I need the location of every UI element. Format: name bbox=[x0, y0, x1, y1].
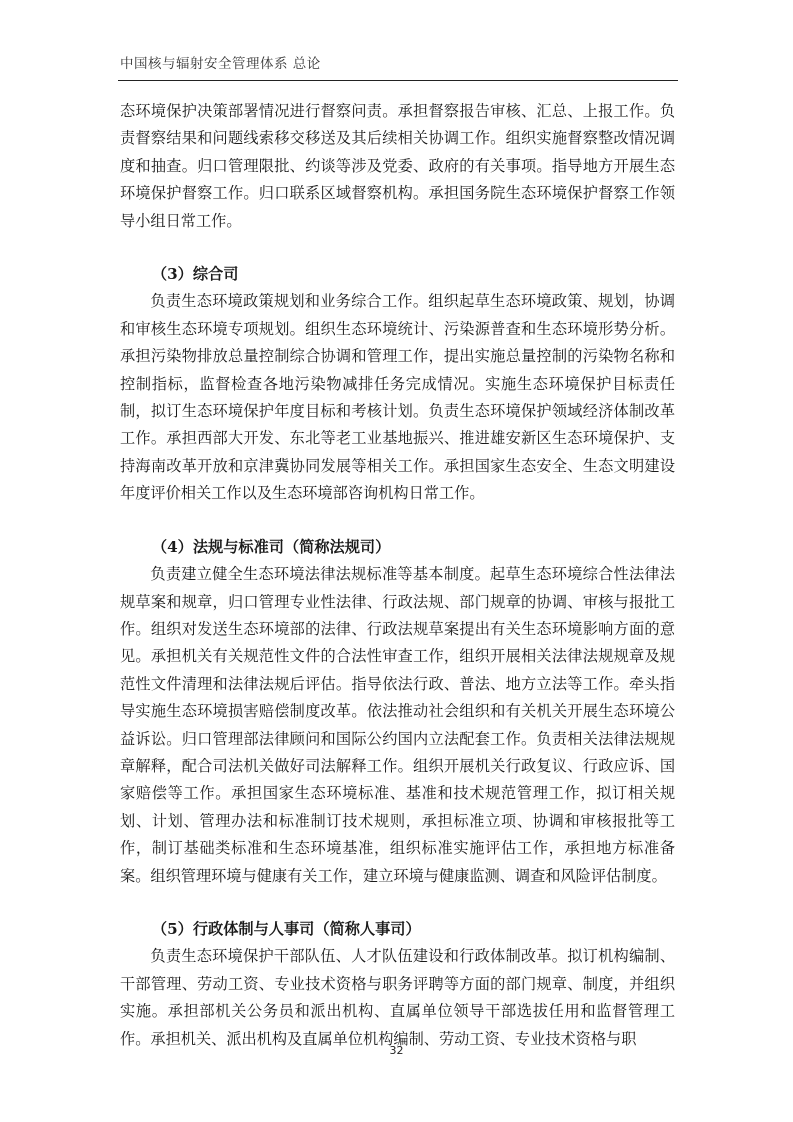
paragraph-regulations: 负责建立健全生态环境法律法规标准等基本制度。起草生态环境综合性法律法规草案和规章，归口管理专业性法律、行政法规、部门规章的协调、审核与报批工作。组织对发送生态环境部的法律、行政法规草案提出有关生态环境影响方面的意见。承担机关有关规范性文件的合法性审查工作，组织开展相关法律法规规章及规范性文件清理和法律法规后评估。指导依法行政、普法、地方立法等工作。牵头指导实施生态环境损害赔偿制度改革。依法推动社会组织和有关机关开展生态环境公益诉讼。归口管理部法律顾问和国际公约国内立法配套工作。负责相关法律法规规章解释，配合司法机关做好司法解释工作。组织开展机关行政复议、行政应诉、国家赔偿等工作。承担国家生态环境标准、基准和技术规范管理工作，拟订相关规划、计划、管理办法和标准制订技术规则，承担标准立项、协调和审核报批等工作，制订基础类标准和生态环境基准，组织标准实施评估工作，承担地方标准备案。组织管理环境与健康有关工作，建立环境与健康监测、调查和风险评估制度。 bbox=[120, 565, 675, 885]
paragraph-personnel: 负责生态环境保护干部队伍、人才队伍建设和行政体制改革。拟订机构编制、干部管理、劳动工资、专业技术资格与职务评聘等方面的部门规章、制度，并组织实施。承担部机关公务员和派出机构、直属单位领导干部选拔任用和监督管理工作。承担机关、派出机构及直属单位机构编制、劳动工资、专业技术资格与职 bbox=[120, 947, 675, 1048]
section-heading-personnel: （5）行政体制与人事司（简称人事司） bbox=[151, 919, 421, 938]
document-body bbox=[120, 98, 675, 1053]
section-heading-general-affairs: （3）综合司 bbox=[151, 265, 239, 284]
header-rule bbox=[118, 80, 678, 81]
section-heading-regulations: （4）法规与标准司（简称法规司） bbox=[151, 537, 391, 556]
running-header: 中国核与辐射安全管理体系 总论 bbox=[120, 56, 321, 72]
paragraph-general-affairs: 负责生态环境政策规划和业务综合工作。组织起草生态环境政策、规划，协调和审核生态环境专项规划。组织生态环境统计、污染源普查和生态环境形势分析。承担污染物排放总量控制综合协调和管理工作，提出实施总量控制的污染物名称和控制指标，监督检查各地污染物减排任务完成情况。实施生态环境保护目标责任制，拟订生态环境保护年度目标和考核计划。负责生态环境保护领域经济体制改革工作。承担西部大开发、东北等老工业基地振兴、推进雄安新区生态环境保护、支持海南改革开放和京津冀协同发展等相关工作。承担国家生态安全、生态文明建设年度评价相关工作以及生态环境部咨询机构日常工作。 bbox=[120, 292, 675, 503]
paragraph-continued: 态环境保护决策部署情况进行督察问责。承担督察报告审核、汇总、上报工作。负责督察结果和问题线索移交移送及其后续相关协调工作。组织实施督察整改情况调度和抽查。归口管理限批、约谈等涉及党委、政府的有关事项。指导地方开展生态环境保护督察工作。归口联系区域督察机构。承担国务院生态环境保护督察工作领导小组日常工作。 bbox=[120, 102, 675, 230]
page-number: 32 bbox=[389, 1044, 404, 1057]
